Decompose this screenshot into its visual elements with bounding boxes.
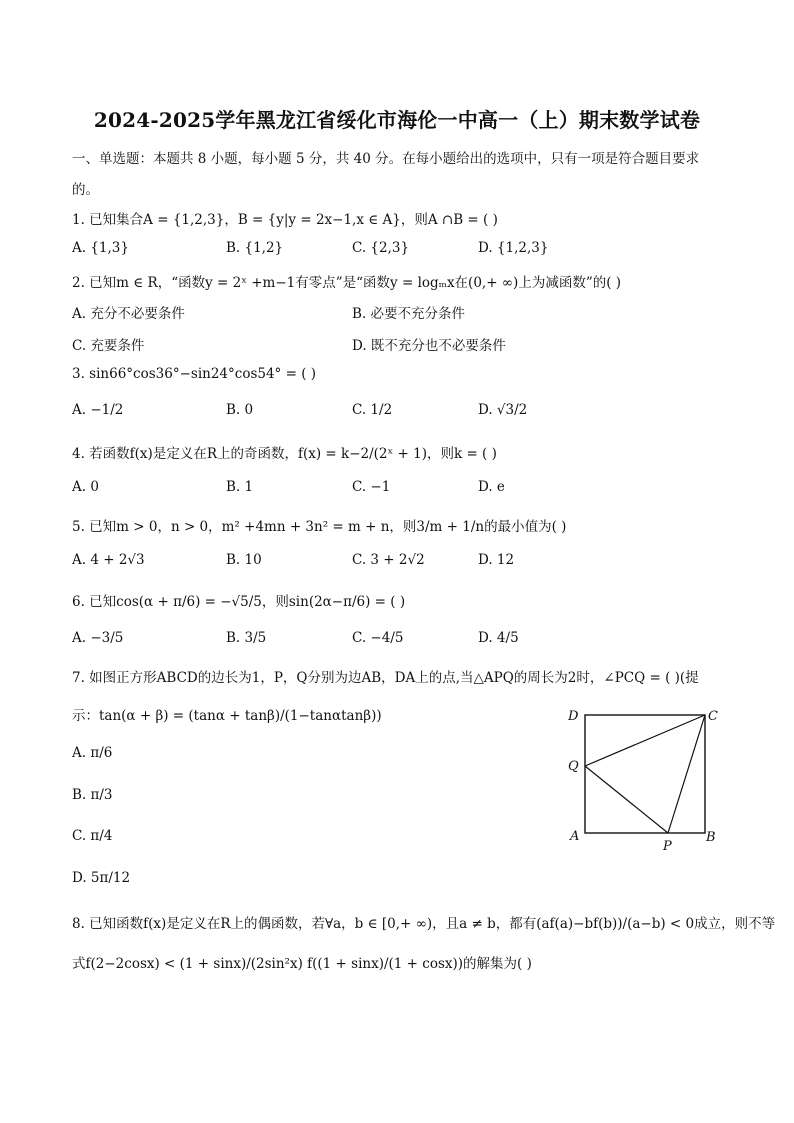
question-1-stem: 1. 已知集合A = {1,2,3}，B = {y|y = 2x−1,x ∈ A}，则A ∩B = ( )	[72, 212, 498, 228]
question-5-option-d: D. 12	[478, 552, 515, 568]
question-4-option-c: C. −1	[352, 479, 391, 495]
question-2-option-a: A. 充分不必要条件	[72, 306, 185, 322]
question-1-option-b: B. {1,2}	[226, 240, 284, 256]
question-2-option-b: B. 必要不充分条件	[352, 306, 466, 322]
question-1-option-d: D. {1,2,3}	[478, 240, 549, 256]
vertex-label-b: B	[706, 830, 716, 845]
question-3-option-a: A. −1/2	[72, 402, 124, 418]
square-abcd-figure	[560, 700, 730, 860]
question-5-option-c: C. 3 + 2√2	[352, 552, 425, 568]
question-3-option-d: D. √3/2	[478, 402, 528, 418]
vertex-label-a: A	[570, 829, 580, 844]
question-7-option-b: B. π/3	[72, 787, 113, 803]
question-5-option-b: B. 10	[226, 552, 262, 568]
question-1-option-c: C. {2,3}	[352, 240, 410, 256]
question-2-option-d: D. 既不充分也不必要条件	[352, 338, 506, 354]
segment-cq	[585, 715, 705, 766]
question-7-stem: 7. 如图正方形ABCD的边长为1，P，Q分别为边AB，DA上的点,当△APQ的周长为2时，∠PCQ = ( )(提	[72, 670, 699, 686]
question-6-stem: 6. 已知cos(α + π/6) = −√5/5，则sin(2α−π/6) = ( )	[72, 594, 406, 610]
question-4-option-b: B. 1	[226, 479, 254, 495]
question-6-option-b: B. 3/5	[226, 630, 267, 646]
question-6-option-d: D. 4/5	[478, 630, 519, 646]
question-3-stem: 3. sin66°cos36°−sin24°cos54° = ( )	[72, 366, 317, 382]
question-7-option-a: A. π/6	[72, 745, 113, 761]
question-7-hint: 示：tan(α + β) = (tanα + tanβ)/(1−tanαtanβ))	[72, 708, 382, 724]
page-title: 2024-2025学年黑龙江省绥化市海伦一中高一（上）期末数学试卷	[93, 108, 701, 132]
question-3-option-b: B. 0	[226, 402, 254, 418]
question-5-stem: 5. 已知m > 0，n > 0，m² +4mn + 3n² = m + n，则3/m + 1/n的最小值为( )	[72, 519, 567, 535]
section-heading-line2: 的。	[72, 182, 99, 198]
question-8-stem-cont: 式f(2−2cosx) < (1 + sinx)/(2sin²x) f((1 + sinx)/(1 + cosx))的解集为( )	[72, 956, 532, 972]
question-2-stem: 2. 已知m ∈ R，“函数y = 2ˣ +m−1有零点”是“函数y = logₘx在(0,+ ∞)上为减函数”的( )	[72, 275, 622, 291]
vertex-label-d: D	[568, 709, 579, 724]
question-2-option-c: C. 充要条件	[72, 338, 145, 354]
question-3-option-c: C. 1/2	[352, 402, 393, 418]
vertex-label-c: C	[708, 709, 718, 724]
question-1-option-a: A. {1,3}	[72, 240, 129, 256]
question-6-option-a: A. −3/5	[72, 630, 124, 646]
geometry-diagram	[560, 700, 730, 860]
section-heading-line1: 一、单选题：本题共 8 小题，每小题 5 分，共 40 分。在每小题给出的选项中，只有一项是符合题目要求	[72, 151, 700, 167]
question-7-option-c: C. π/4	[72, 828, 113, 844]
vertex-label-q: Q	[568, 759, 579, 774]
question-4-option-a: A. 0	[72, 479, 99, 495]
question-5-option-a: A. 4 + 2√3	[72, 552, 145, 568]
question-6-option-c: C. −4/5	[352, 630, 404, 646]
question-4-stem: 4. 若函数f(x)是定义在R上的奇函数，f(x) = k−2/(2ˣ + 1)，则k = ( )	[72, 446, 497, 462]
vertex-label-p: P	[663, 839, 672, 854]
segment-qp	[585, 766, 668, 833]
question-7-option-d: D. 5π/12	[72, 870, 131, 886]
question-8-stem: 8. 已知函数f(x)是定义在R上的偶函数，若∀a，b ∈ [0,+ ∞)，且a ≠ b，都有(af(a)−bf(b))/(a−b) < 0成立，则不等	[72, 916, 776, 932]
question-4-option-d: D. e	[478, 479, 505, 495]
segment-pc	[668, 715, 705, 833]
